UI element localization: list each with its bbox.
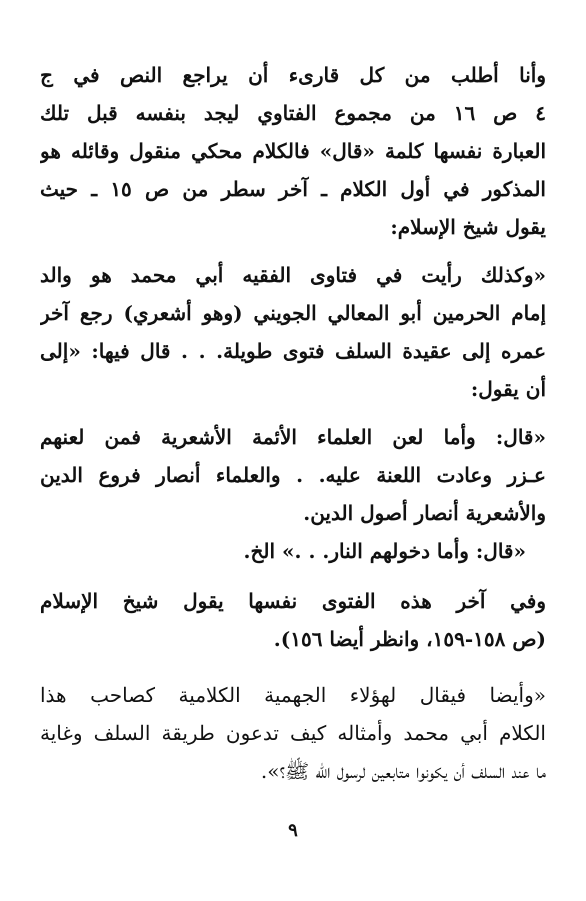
text-line: أن يقول: [470,377,546,401]
text-line: عـزر وعادت اللعنة عليه. . والعلماء أنصار فروع الدين [40,463,546,487]
text-line: يقول شيخ الإسلام: [390,215,546,239]
text-line: والأشعرية أنصار أصول الدين. [303,501,546,525]
text-line: المذكور في أول الكلام ـ آخر سطر من ص ١٥ ـ حيث [40,177,546,201]
page-number: ٩ [288,820,298,841]
text-line: «وأيضا فيقال لهؤلاء الجهمية الكلامية كصاحب هذا [40,683,546,707]
paragraph-end-of-fatwa [40,582,546,658]
text-line: وفي آخر هذه الفتوى نفسها يقول شيخ الإسلام [40,589,546,613]
text-line: إمام الحرمين أبو المعالي الجويني (وهو أشعري) رجع آخر [40,301,546,325]
text-line: (ص ١٥٨-١٥٩، وانظر أيضا ١٥٦). [273,627,546,651]
text-line: ما عند السلف أن يكونوا متابعين لرسول الله ﷺ؟». [260,759,546,783]
paragraph-quote-fatwa [40,256,546,408]
paragraph-quote-ashariyya [40,418,546,570]
text-line: الكلام أبي محمد وأمثاله كيف تدعون طريقة السلف وغاية [40,721,546,745]
text-line: العبارة نفسها كلمة «قال» فالكلام محكي منقول وقائله هو [40,139,546,163]
text-line: «قال: وأما دخولهم النار. . .» الخ. [243,539,526,563]
text-line: عمره إلى عقيدة السلف فتوى طويلة. . . قال فيها: «إلى [40,339,546,363]
paragraph-intro [40,56,546,246]
text-line: وأنا أطلب من كل قارىء أن يراجع النص في ج [40,63,546,87]
text-line: ٤ ص ١٦ من مجموع الفتاوي ليجد بنفسه قبل تلك [40,101,546,125]
text-line: «قال: وأما لعن العلماء الأئمة الأشعرية فمن لعنهم [40,425,546,449]
text-line: «وكذلك رأيت في فتاوى الفقيه أبي محمد هو والد [40,263,546,287]
paragraph-quote-jahmiyya [40,676,546,790]
